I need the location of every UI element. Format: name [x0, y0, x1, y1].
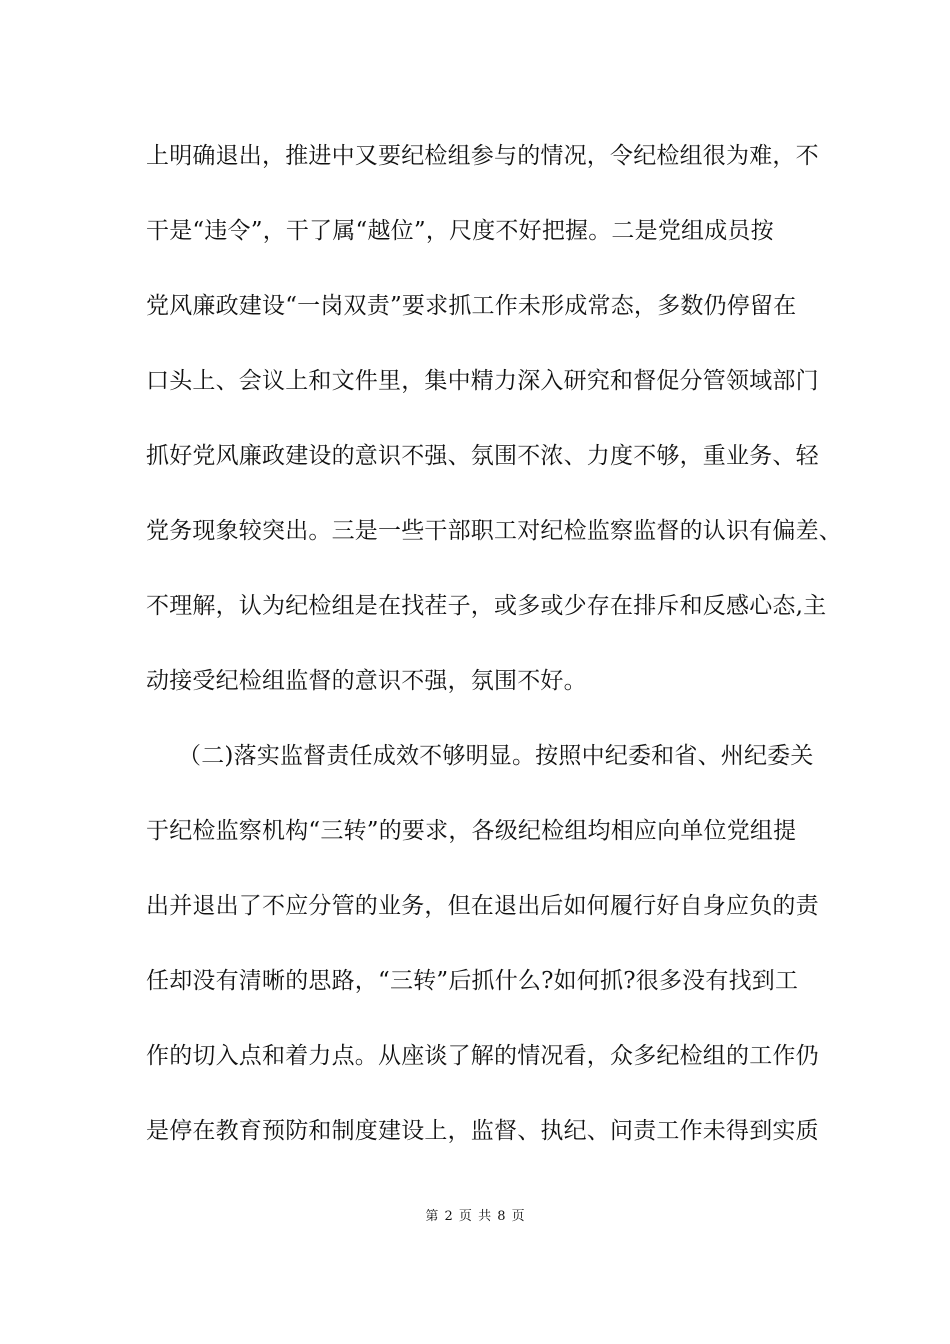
body-line-14: 是停在教育预防和制度建设上，监督、执纪、问责工作未得到实质 [146, 1118, 819, 1144]
footer-prefix: 第 [425, 1209, 439, 1224]
page-footer [0, 1208, 950, 1226]
body-line-13: 作的切入点和着力点。从座谈了解的情况看，众多纪检组的工作仍 [146, 1043, 819, 1069]
body-line-4: 口头上、会议上和文件里，集中精力深入研究和督促分管领域部门 [146, 368, 819, 394]
body-line-2: 干是“违令”，干了属“越位”，尺度不好把握。二是党组成员按 [146, 218, 774, 244]
body-line-8: 动接受纪检组监督的意识不强，氛围不好。 [146, 668, 587, 694]
body-line-11: 出并退出了不应分管的业务，但在退出后如何履行好自身应负的责 [146, 893, 819, 919]
body-line-7: 不理解，认为纪检组是在找茬子，或多或少存在排斥和反感心态,主 [146, 593, 827, 619]
body-line-1: 上明确退出，推进中又要纪检组参与的情况，令纪检组很为难，不 [146, 143, 819, 169]
body-line-5: 抓好党风廉政建设的意识不强、氛围不浓、力度不够，重业务、轻 [146, 443, 819, 469]
body-line-10: 于纪检监察机构“三转”的要求，各级纪检组均相应向单位党组提 [146, 818, 797, 844]
footer-suffix: 页 [511, 1209, 525, 1224]
footer-page-word: 页 [458, 1209, 472, 1224]
body-line-6: 党务现象较突出。三是一些干部职工对纪检监察监督的认识有偏差、 [146, 518, 842, 544]
footer-total-word: 共 [478, 1209, 492, 1224]
body-line-9-paragraph-start: （二)落实监督责任成效不够明显。按照中纪委和省、州纪委关 [178, 743, 814, 769]
body-line-12: 任却没有清晰的思路，“三转”后抓什么?如何抓?很多没有找到工 [146, 968, 799, 994]
footer-current-page: 2 [444, 1209, 453, 1224]
body-line-3: 党风廉政建设“一岗双责”要求抓工作未形成常态，多数仍停留在 [146, 293, 797, 319]
footer-total-pages: 8 [497, 1209, 506, 1224]
